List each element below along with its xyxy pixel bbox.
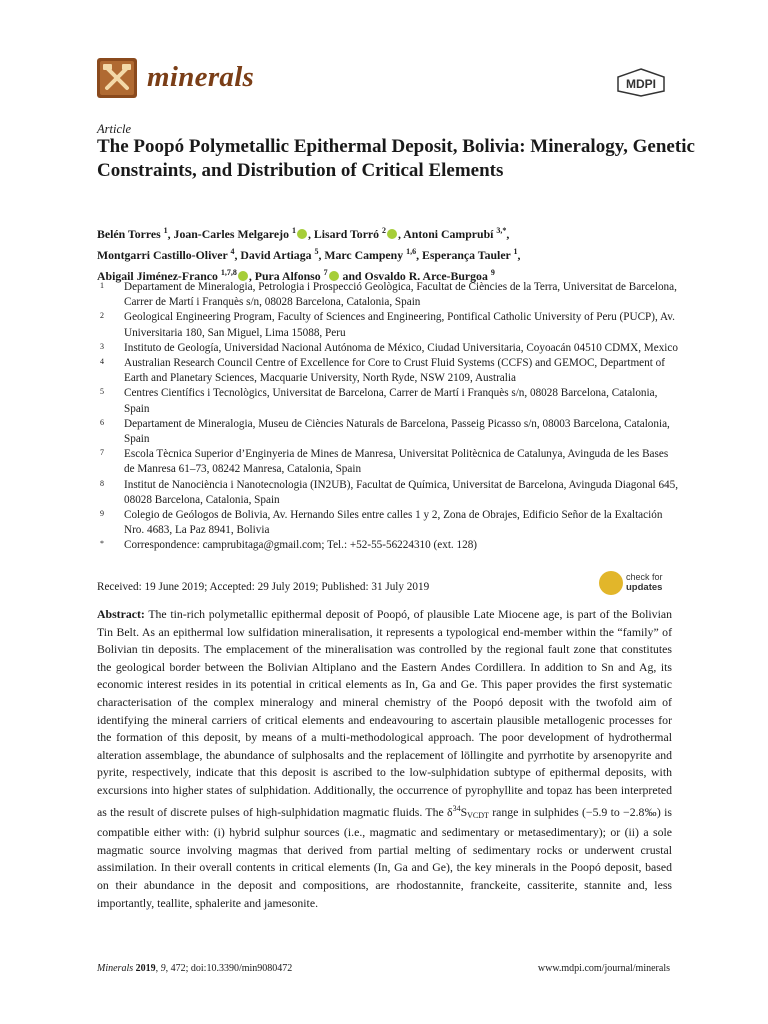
affiliation-item	[100, 280, 680, 310]
author-affiliation-number: 1,7,8	[220, 268, 237, 277]
author-affiliation-number: 7	[323, 268, 328, 277]
author-name[interactable]: Pura Alfonso	[254, 269, 321, 283]
author-affiliation-number: 1	[291, 226, 296, 235]
affiliation-item	[100, 386, 680, 416]
affiliation-item	[100, 356, 680, 386]
abstract-label: Abstract:	[97, 607, 145, 621]
author-affiliation-number: 1	[163, 226, 168, 235]
author-name[interactable]: Esperança Tauler	[421, 248, 511, 262]
affiliation-item	[100, 538, 680, 553]
check-updates-line1: check for	[626, 572, 663, 582]
author-affiliation-number: 4	[230, 247, 235, 256]
orcid-icon[interactable]	[387, 229, 397, 239]
journal-url[interactable]: www.mdpi.com/journal/minerals	[537, 963, 670, 974]
abstract	[97, 606, 672, 912]
affiliation-text: Correspondence: camprubitaga@gmail.com; Tel.: +52-55-56224310 (ext. 128)	[124, 539, 478, 552]
abstract-text-2: range in sulphides (−5.9 to −2.8‰) is compatible either with: (i) hybrid sulphur sources (i.e., magmatic and sedimentary or metasedimentary); or (ii) a sole magmatic source involving magmas that derived from partial melting of sedimentary rocks or underwent crustal assimilation. In their overall contents in critical elements (In, Ga and Ge), the key minerals in the Poopó deposit, based on their abundance in the deposit and compositions, are rhodostannite, franckeite, cassiterite, stannite and, less importantly, teallite, sphalerite and jamesonite.	[97, 804, 672, 910]
affiliation-item	[100, 478, 680, 508]
article-type: Article	[97, 122, 132, 136]
affiliation-text: Centres Científics i Tecnològics, Universitat de Barcelona, Carrer de Martí i Franquès s/n, 08028 Barcelona, Catalonia, Spain	[124, 387, 658, 415]
affiliation-number: 5	[100, 387, 104, 397]
orcid-icon[interactable]	[297, 229, 307, 239]
affiliation-text: Australian Research Council Centre of Excellence for Core to Crust Fluid Systems (CCFS) and GEMOC, Department of Earth and Planetary Sciences, Macquarie University, North Ryde, NSW 2109, Australia	[124, 357, 665, 385]
publication-dates: Received: 19 June 2019; Accepted: 29 July 2019; Published: 31 July 2019	[97, 581, 430, 593]
affiliation-item	[100, 508, 680, 538]
footer-doi: , 472; doi:10.3390/min9080472	[165, 963, 293, 974]
affiliation-text: Instituto de Geología, Universidad Nacional Autónoma de México, Ciudad Universitaria, Coyoacán 04510 CDMX, Mexico	[124, 341, 678, 354]
affiliation-number: 8	[100, 478, 104, 488]
author-affiliation-number: 1	[513, 247, 518, 256]
publisher-logo	[614, 67, 668, 97]
publisher-name: MDPI	[626, 77, 656, 91]
author-line: Abigail Jiménez-Franco $^{1,7,8}$ , Pura Alfonso $^7$ and Osvaldo R. Arce-Burgoa $^9$	[97, 268, 495, 283]
author-name[interactable]: Osvaldo R. Arce-Burgoa	[364, 269, 488, 283]
affiliations	[100, 280, 680, 554]
affiliation-text: Escola Tècnica Superior d’Enginyeria de Mines de Manresa, Universitat Politècnica de Catalunya, Avinguda de les Bases de Manresa 61–73, 08242 Manresa, Catalonia, Spain	[124, 448, 669, 476]
abstract-text-1: The tin-rich polymetallic epithermal deposit of Poopó, of plausible Late Miocene age, is part of the Bolivian Tin Belt. As an epithermal low sulfidation mineralisation, it represents a typological end-member within the “family” of Bolivian tin deposits. The emplacement of the mineralisation was controlled by the regional fault zone that constitutes the geological border between the Bolivian Altiplano and the Eastern Andes Cordillera. In addition to Sn and Ag, its economic interest resides in its potential in critical elements as In, Ga and Ge. This paper provides the first systematic characterisation of the complex mineralogy and mineral chemistry of the Poopó deposit with the twofold aim of identifying the mineral carriers of critical elements and endeavouring to ascertain plausible metallogenic processes for the formation of this deposit, by means of a multi-methodological approach. The poor development of hydrothermal alteration assemblage, the abundance of sulphosalts and the replacement of löllingite and pyrrhotite by arsenopyrite and pyrite, respectively, indicate that this deposit is ascribed to the low-sulphidation subtype of epithermal deposits, with excursions into higher states of sulphidation. Additionally, the occurrence of pyrophyllite and topaz has been interpreted as the result of discrete pulses of high-sulphidation magmatic fluids. The δ	[97, 607, 672, 819]
isotope-subscript: VCDT	[467, 810, 489, 820]
author-name[interactable]: Abigail Jiménez-Franco	[97, 269, 218, 283]
author-name[interactable]: Lisard Torró	[313, 227, 380, 241]
affiliation-text: Institut de Nanociència i Nanotecnologia (IN2UB), Facultat de Química, Universitat de Barcelona, Avinguda Diagonal 645, 08028 Barcelona, Catalonia, Spain	[124, 478, 679, 506]
author-line: Belén Torres $^1$, Joan-Carles Melgarejo $^1$ , Lisard Torró $^2$ , Antoni Camprubí $^{3,*}$,	[97, 226, 510, 241]
affiliation-text: Colegio de Geólogos de Bolivia, Av. Hernando Siles entre calles 1 y 2, Zona de Obrajes, Edificio Señor de la Exaltación Nro. 4683, La Paz 8941, Bolivia	[124, 509, 663, 537]
footer-journal: Minerals	[97, 963, 134, 974]
author-name[interactable]: Belén Torres	[97, 227, 161, 241]
affiliation-item	[100, 310, 680, 340]
author-name[interactable]: Montgarri Castillo-Oliver	[97, 248, 228, 262]
author-name[interactable]: David Artiaga	[240, 248, 312, 262]
footer-volume: 9	[160, 963, 166, 974]
isotope-superscript: 34	[452, 803, 461, 813]
article-title: The Poopó Polymetallic Epithermal Deposit, Bolivia: Mineralogy, Genetic Constraints, and Distribution of Critical Elements	[97, 136, 695, 181]
isotope-symbol: S	[460, 804, 468, 819]
affiliation-number: 4	[100, 357, 104, 367]
affiliation-number: 3	[100, 341, 104, 351]
author-list	[97, 222, 687, 285]
author-line: Montgarri Castillo-Oliver $^4$, David Artiaga $^5$, Marc Campeny $^{1,6}$, Esperança Tauler $^1$,	[97, 247, 521, 262]
author-affiliation-number: 2	[382, 226, 387, 235]
check-for-updates-badge[interactable]	[599, 571, 671, 597]
affiliation-number: 9	[100, 509, 104, 519]
author-name[interactable]: Marc Campeny	[324, 248, 404, 262]
journal-logo	[97, 58, 137, 98]
affiliation-number: 6	[100, 417, 104, 427]
affiliation-text: Departament de Mineralogia, Museu de Ciències Naturals de Barcelona, Passeig Picasso s/n, 08003 Barcelona, Catalonia, Spain	[124, 417, 670, 446]
affiliation-text: Departament de Mineralogia, Petrologia i Prospecció Geològica, Facultat de Ciències de la Terra, Universitat de Barcelona, Carrer de Martí i Franquès s/n, 08028 Barcelona, Catalonia, Spain	[124, 281, 677, 309]
affiliation-text: Geological Engineering Program, Faculty of Sciences and Engineering, Pontifical Catholic University of Peru (PUCP), Av. Universitaria 180, San Miguel, Lima 15088, Peru	[124, 311, 675, 339]
affiliation-item	[100, 417, 680, 447]
affiliation-number: 1	[100, 281, 104, 290]
affiliation-number: *	[100, 539, 104, 549]
author-name[interactable]: Joan-Carles Melgarejo	[173, 227, 289, 241]
citation-footer: Minerals 2019, 9, 472; doi:10.3390/min9080472	[97, 963, 293, 974]
author-affiliation-number: 9	[490, 268, 495, 277]
check-updates-icon	[599, 571, 623, 595]
author-affiliation-number: 5	[314, 247, 319, 256]
journal-name: minerals	[147, 61, 255, 93]
affiliation-item	[100, 447, 680, 477]
affiliation-item	[100, 341, 680, 356]
check-updates-line2: updates	[626, 582, 663, 593]
author-and: and	[342, 269, 362, 283]
affiliation-number: 7	[100, 448, 104, 458]
footer-year: 2019	[135, 963, 156, 974]
author-affiliation-number: 1,6	[406, 247, 417, 256]
author-name[interactable]: Antoni Camprubí	[403, 227, 494, 241]
author-affiliation-number: 3,*	[496, 226, 507, 235]
affiliation-number: 2	[100, 311, 104, 321]
